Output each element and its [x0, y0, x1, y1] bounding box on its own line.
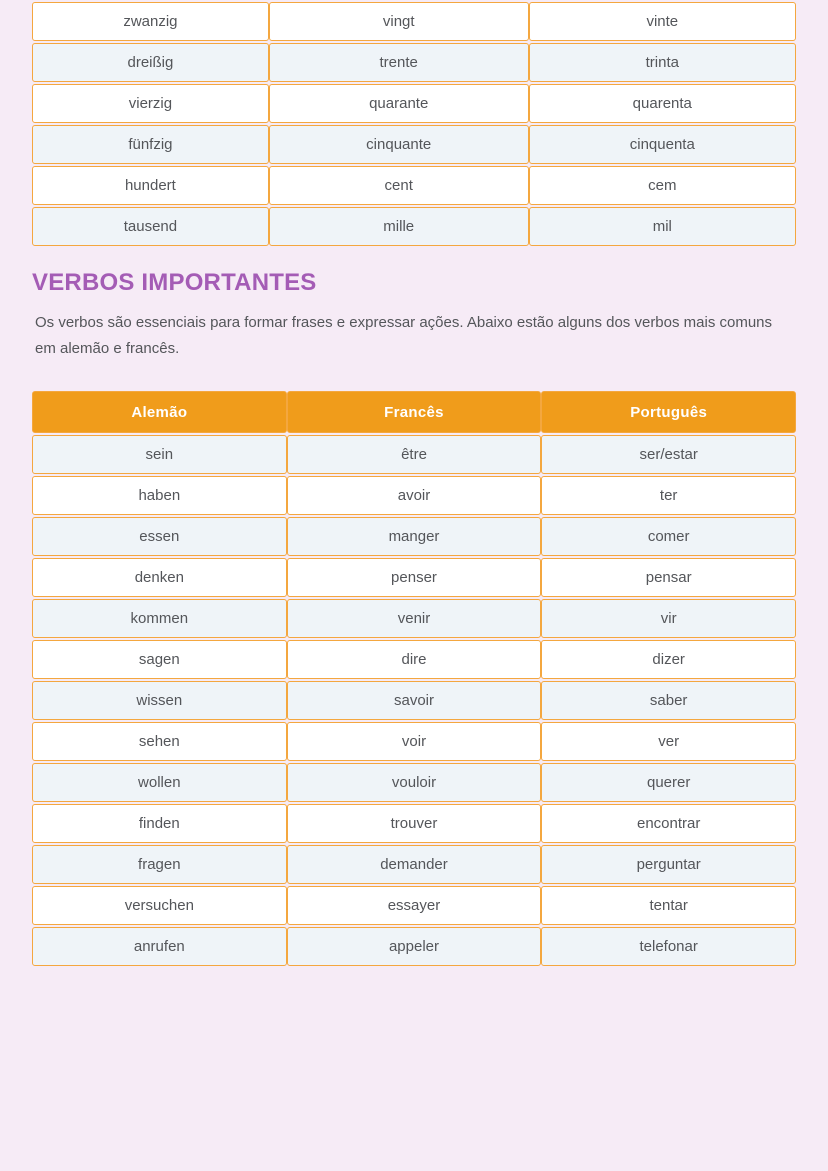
table-cell: pensar — [541, 558, 796, 597]
table-cell: mil — [529, 207, 796, 246]
verbs-table — [32, 389, 796, 968]
table-row — [32, 927, 796, 966]
table-cell: mille — [269, 207, 529, 246]
table-row — [32, 166, 796, 205]
table-cell: telefonar — [541, 927, 796, 966]
table-cell: dreißig — [32, 43, 269, 82]
table-row — [32, 2, 796, 41]
table-cell: appeler — [287, 927, 542, 966]
table-cell: trouver — [287, 804, 542, 843]
table-cell: cent — [269, 166, 529, 205]
table-cell: trente — [269, 43, 529, 82]
table-cell: dire — [287, 640, 542, 679]
table-cell: sagen — [32, 640, 287, 679]
table-row — [32, 558, 796, 597]
table-cell: vouloir — [287, 763, 542, 802]
table-cell: ver — [541, 722, 796, 761]
section-description: Os verbos são essenciais para formar frases e expressar ações. Abaixo estão alguns dos verbos mais comuns em alemão e francês. — [35, 314, 773, 357]
column-header-portuguese: Português — [541, 391, 796, 433]
table-row — [32, 476, 796, 515]
table-row — [32, 886, 796, 925]
table-cell: vir — [541, 599, 796, 638]
numbers-table-clip — [32, 0, 796, 248]
table-row — [32, 640, 796, 679]
table-cell: wissen — [32, 681, 287, 720]
verbs-table-body — [32, 435, 796, 966]
verbs-table-header — [32, 391, 796, 433]
column-header-french: Francês — [287, 391, 542, 433]
table-cell: quarante — [269, 84, 529, 123]
table-cell: être — [287, 435, 542, 474]
table-cell: zwanzig — [32, 2, 269, 41]
table-cell: fünfzig — [32, 125, 269, 164]
table-row — [32, 43, 796, 82]
table-cell: sehen — [32, 722, 287, 761]
table-cell: vinte — [529, 2, 796, 41]
table-row — [32, 804, 796, 843]
table-row — [32, 681, 796, 720]
table-cell: tausend — [32, 207, 269, 246]
table-row — [32, 207, 796, 246]
table-row — [32, 845, 796, 884]
table-cell: wollen — [32, 763, 287, 802]
table-cell: perguntar — [541, 845, 796, 884]
table-cell: denken — [32, 558, 287, 597]
table-cell: fragen — [32, 845, 287, 884]
table-cell: kommen — [32, 599, 287, 638]
table-row — [32, 599, 796, 638]
table-cell: penser — [287, 558, 542, 597]
table-cell: vierzig — [32, 84, 269, 123]
table-row — [32, 435, 796, 474]
table-cell: saber — [541, 681, 796, 720]
table-cell: cinquante — [269, 125, 529, 164]
table-cell: hundert — [32, 166, 269, 205]
column-header-german: Alemão — [32, 391, 287, 433]
table-cell: cem — [529, 166, 796, 205]
section-title: VERBOS IMPORTANTES — [32, 269, 317, 296]
table-cell: anrufen — [32, 927, 287, 966]
table-cell: avoir — [287, 476, 542, 515]
table-cell: voir — [287, 722, 542, 761]
table-cell: querer — [541, 763, 796, 802]
table-cell: comer — [541, 517, 796, 556]
table-cell: venir — [287, 599, 542, 638]
table-row — [32, 722, 796, 761]
table-cell: ter — [541, 476, 796, 515]
numbers-table-body — [32, 0, 796, 246]
table-row — [32, 517, 796, 556]
table-cell: dizer — [541, 640, 796, 679]
table-cell: haben — [32, 476, 287, 515]
table-cell: essen — [32, 517, 287, 556]
table-cell: cinquenta — [529, 125, 796, 164]
table-cell: finden — [32, 804, 287, 843]
table-cell: trinta — [529, 43, 796, 82]
table-row — [32, 84, 796, 123]
table-cell: manger — [287, 517, 542, 556]
table-cell: essayer — [287, 886, 542, 925]
table-cell: quarenta — [529, 84, 796, 123]
table-cell: ser/estar — [541, 435, 796, 474]
table-cell: encontrar — [541, 804, 796, 843]
numbers-table — [32, 0, 796, 248]
table-cell: vingt — [269, 2, 529, 41]
table-row — [32, 763, 796, 802]
table-row — [32, 125, 796, 164]
table-cell: versuchen — [32, 886, 287, 925]
table-header-row — [32, 391, 796, 433]
table-cell: sein — [32, 435, 287, 474]
table-cell: demander — [287, 845, 542, 884]
table-cell: tentar — [541, 886, 796, 925]
table-cell: savoir — [287, 681, 542, 720]
